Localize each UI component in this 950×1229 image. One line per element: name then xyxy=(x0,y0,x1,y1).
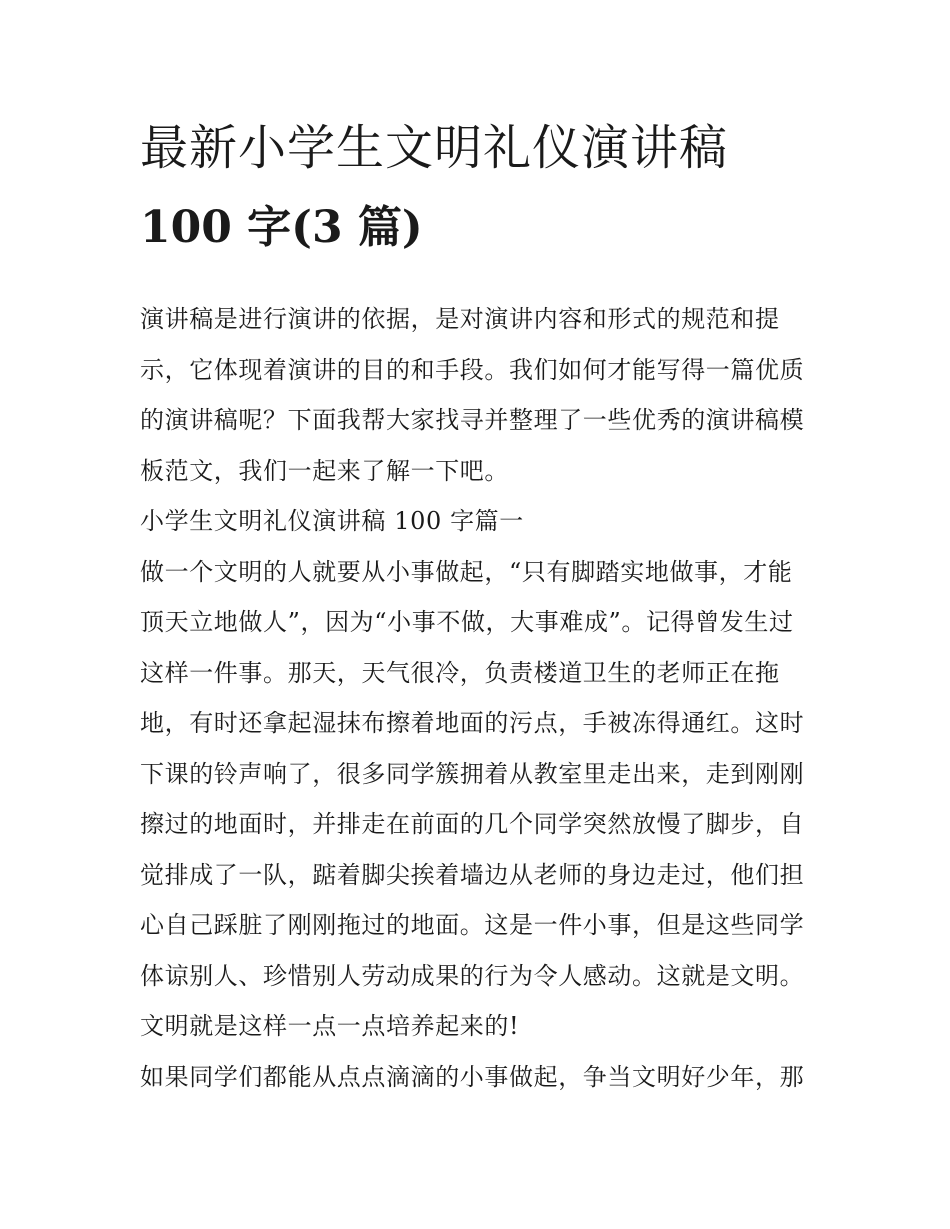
document-body xyxy=(140,294,816,1102)
section-heading: 小学生文明礼仪演讲稿 100 字篇一 xyxy=(140,507,524,535)
body-paragraph: 做一个文明的人就要从小事做起，“只有脚踏实地做事，才能顶天立地做人”，因为“小事不做，大事难成”。记得曾发生过这样一件事。那天，天气很冷，负责楼道卫生的老师正在拖地，有时还拿起湿抹布擦着地面的污点，手被冻得通红。这时下课的铃声响了，很多同学簇拥着从教室里走出来，走到刚刚擦过的地面时，并排走在前面的几个同学突然放慢了脚步，自觉排成了一队，踮着脚尖挨着墙边从老师的身边走过，他们担心自己踩脏了刚刚拖过的地面。这是一件小事，但是这些同学体谅别人、珍惜别人劳动成果的行为令人感动。这就是文明。文明就是这样一点一点培养起来的! xyxy=(140,557,805,1040)
document-title xyxy=(140,118,816,278)
intro-paragraph: 演讲稿是进行演讲的依据，是对演讲内容和形式的规范和提示，它体现着演讲的目的和手段。我们如何才能写得一篇优质的演讲稿呢？下面我帮大家找寻并整理了一些优秀的演讲稿模板范文，我们一起来了解一下吧。 xyxy=(140,305,805,485)
document-page xyxy=(140,118,816,1102)
body-paragraph: 如果同学们都能从点点滴滴的小事做起，争当文明好少年，那 xyxy=(140,1062,805,1091)
title-line-1: 最新小学生文明礼仪演讲稿 xyxy=(140,120,729,176)
title-line-2: 100 字(3 篇) xyxy=(140,202,423,253)
